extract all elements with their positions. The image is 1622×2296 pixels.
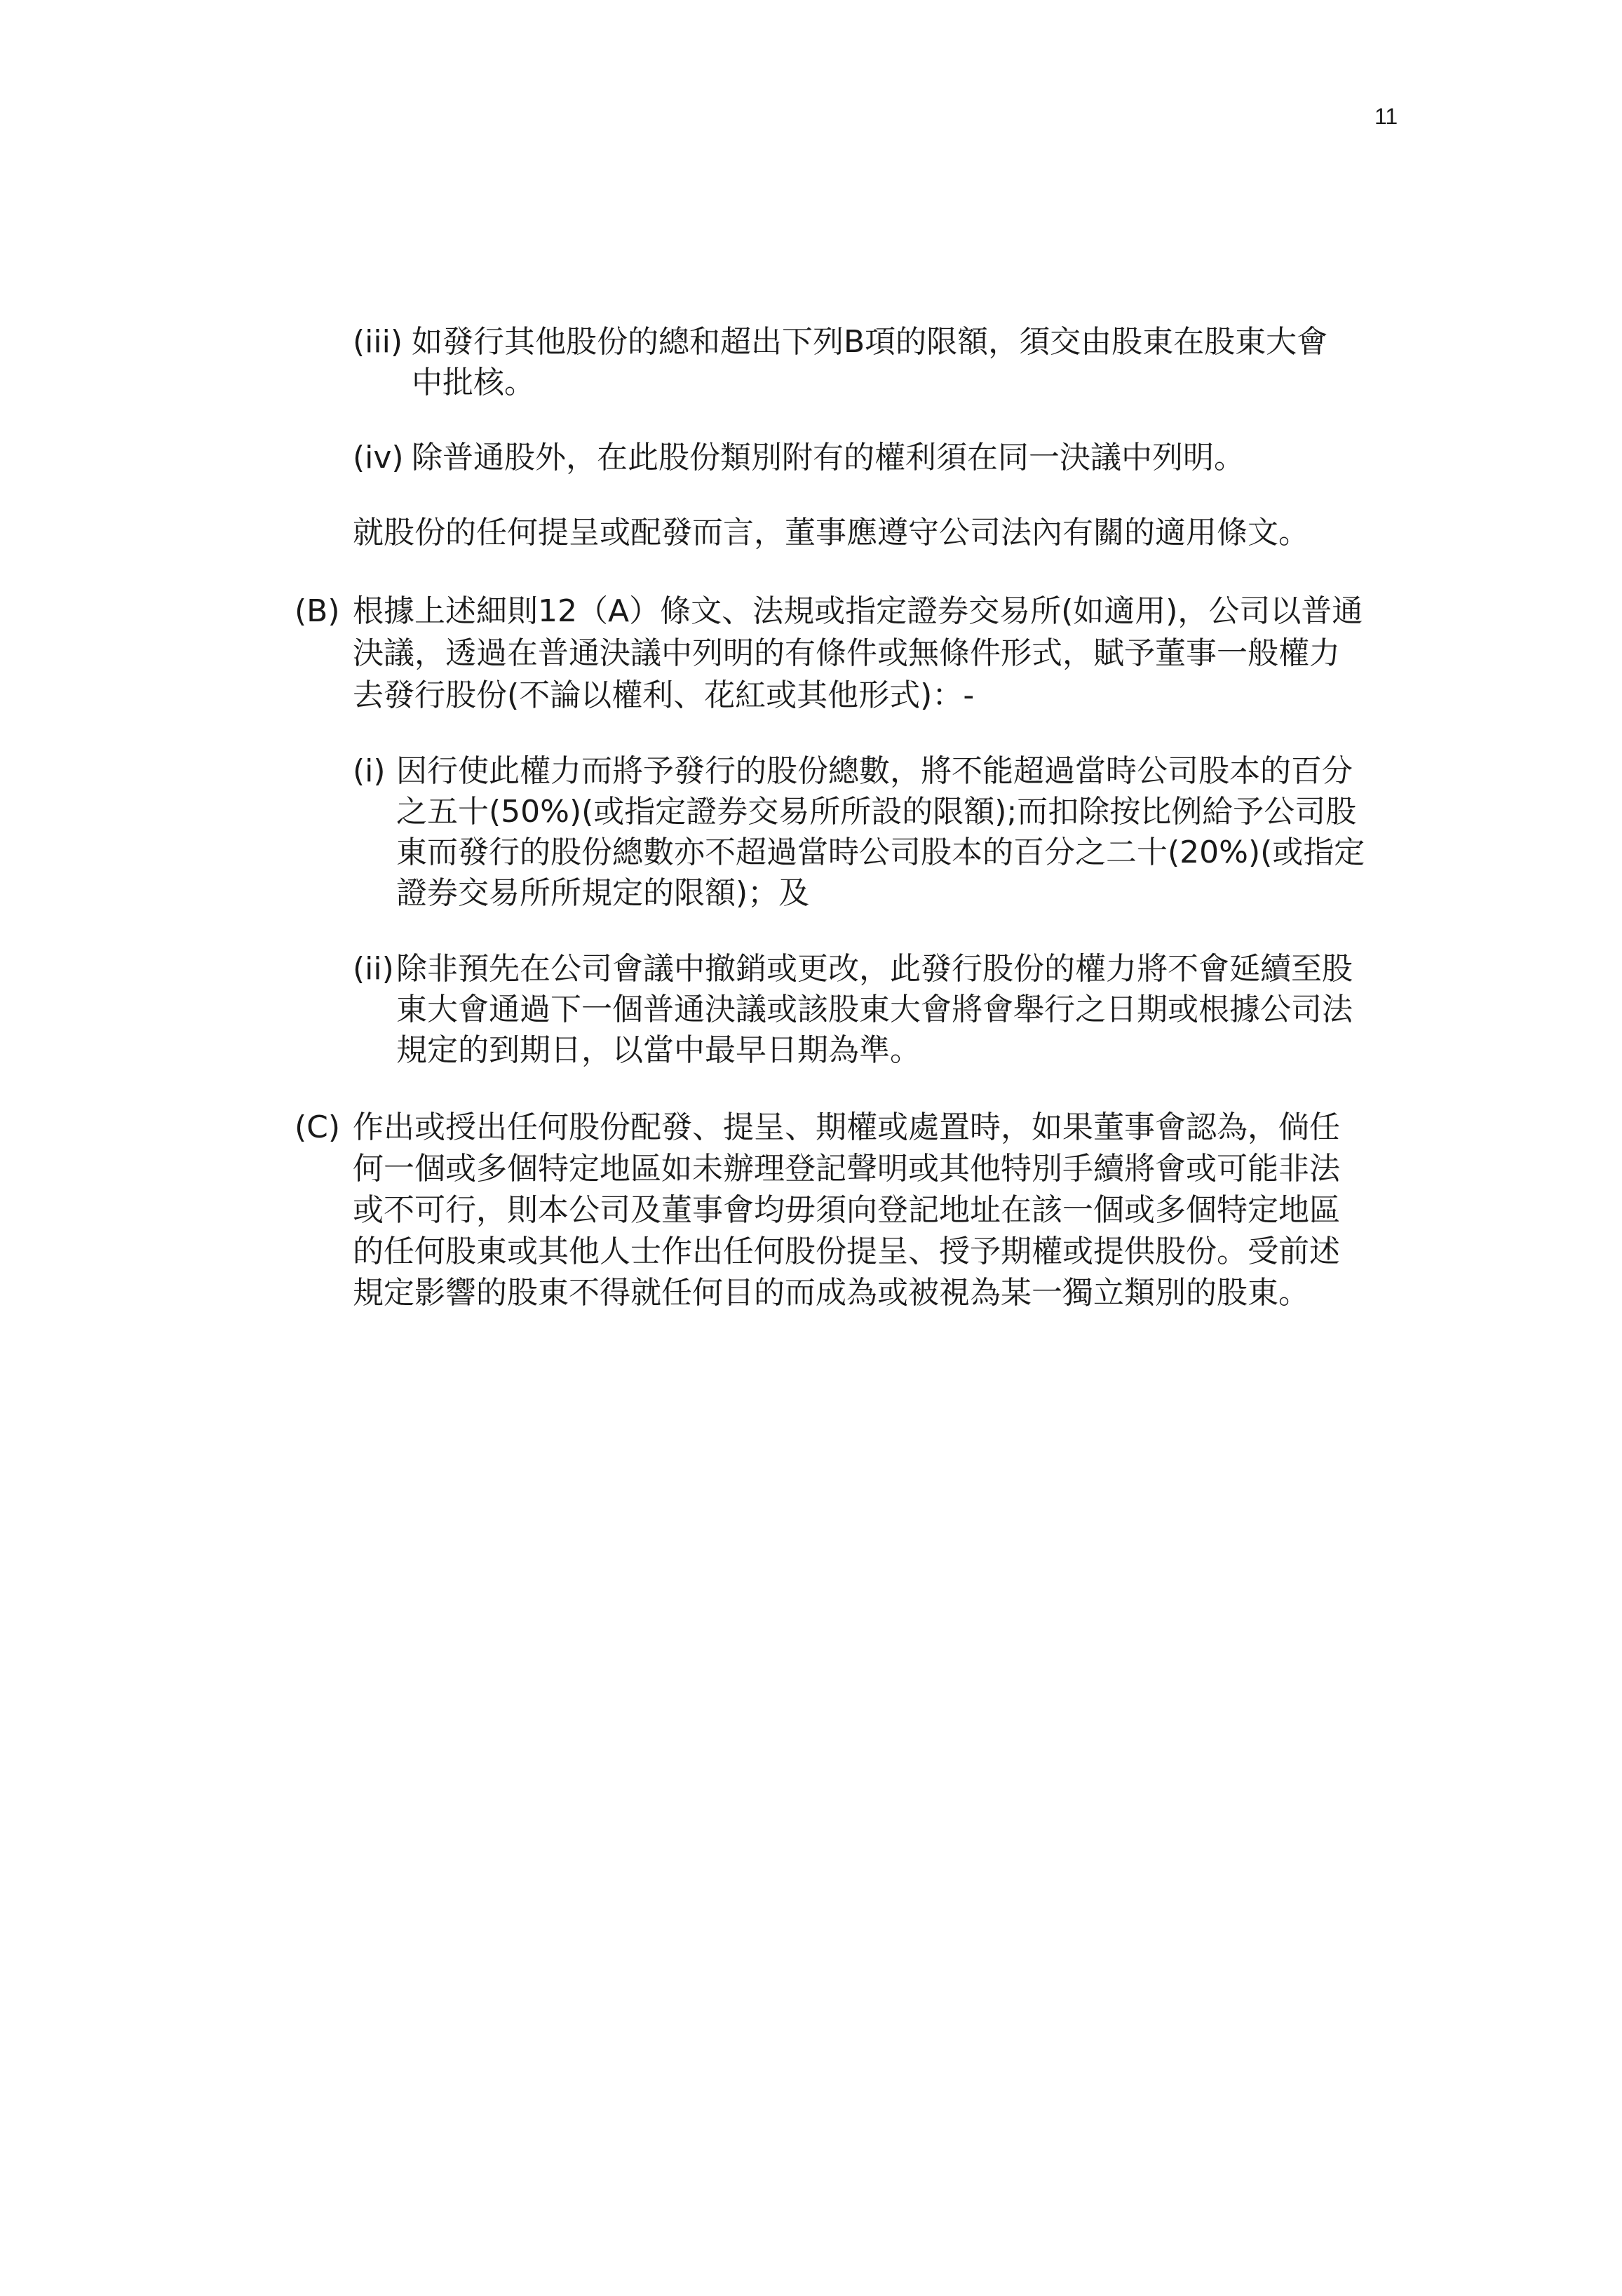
item-i-line-2: 之五十(50%)(或指定證券交易所所設的限額);而扣除按比例給予公司股 — [396, 794, 1357, 830]
item-ii-line-1: 除非預先在公司會議中撤銷或更改，此發行股份的權力將不會延續至股 — [396, 951, 1353, 987]
section-b-line-3: 去發行股份(不論以權利、花紅或其他形式)：- — [353, 677, 975, 713]
item-iv-marker: (iv) — [353, 440, 404, 475]
section-c-marker: (C) — [295, 1109, 341, 1145]
section-b-line-2: 決議，透過在普通決議中列明的有條件或無條件形式，賦予董事一般權力 — [353, 635, 1340, 671]
item-i-line-3: 東而發行的股份總數亦不超過當時公司股本的百分之二十(20%)(或指定 — [396, 835, 1365, 870]
page-number: 11 — [1374, 104, 1398, 129]
section-c-line-5: 規定影響的股東不得就任何目的而成為或被視為某一獨立類別的股東。 — [353, 1275, 1309, 1311]
item-i-marker: (i) — [353, 753, 386, 789]
section-c-line-3: 或不可行，則本公司及董事會均毋須向登記地址在該一個或多個特定地區 — [353, 1192, 1340, 1228]
item-iii-line-2: 中批核。 — [412, 365, 535, 400]
item-i-line-4: 證券交易所所規定的限額)；及 — [396, 875, 810, 911]
section-b-line-1: 根據上述細則12（A）條文、法規或指定證券交易所(如適用)，公司以普通 — [353, 593, 1363, 629]
section-c-line-4: 的任何股東或其他人士作出任何股份提呈、授予期權或提供股份。受前述 — [353, 1234, 1340, 1269]
para-a-closing: 就股份的任何提呈或配發而言，董事應遵守公司法內有關的適用條文。 — [353, 515, 1309, 551]
section-c-line-2: 何一個或多個特定地區如未辦理登記聲明或其他特別手續將會或可能非法 — [353, 1151, 1340, 1187]
section-c-line-1: 作出或授出任何股份配發、提呈、期權或處置時，如果董事會認為，倘任 — [353, 1109, 1340, 1145]
item-ii-line-2: 東大會通過下一個普通決議或該股東大會將會舉行之日期或根據公司法 — [396, 992, 1353, 1027]
item-ii-marker: (ii) — [353, 951, 394, 987]
item-iv-line-1: 除普通股外，在此股份類別附有的權利須在同一決議中列明。 — [412, 440, 1245, 475]
section-b-marker: (B) — [295, 593, 340, 629]
item-i-line-1: 因行使此權力而將予發行的股份總數，將不能超過當時公司股本的百分 — [396, 753, 1353, 789]
item-ii-line-3: 規定的到期日，以當中最早日期為準。 — [396, 1032, 921, 1068]
item-iii-marker: (iii) — [353, 324, 403, 360]
item-iii-line-1: 如發行其他股份的總和超出下列B項的限額，須交由股東在股東大會 — [412, 324, 1328, 360]
